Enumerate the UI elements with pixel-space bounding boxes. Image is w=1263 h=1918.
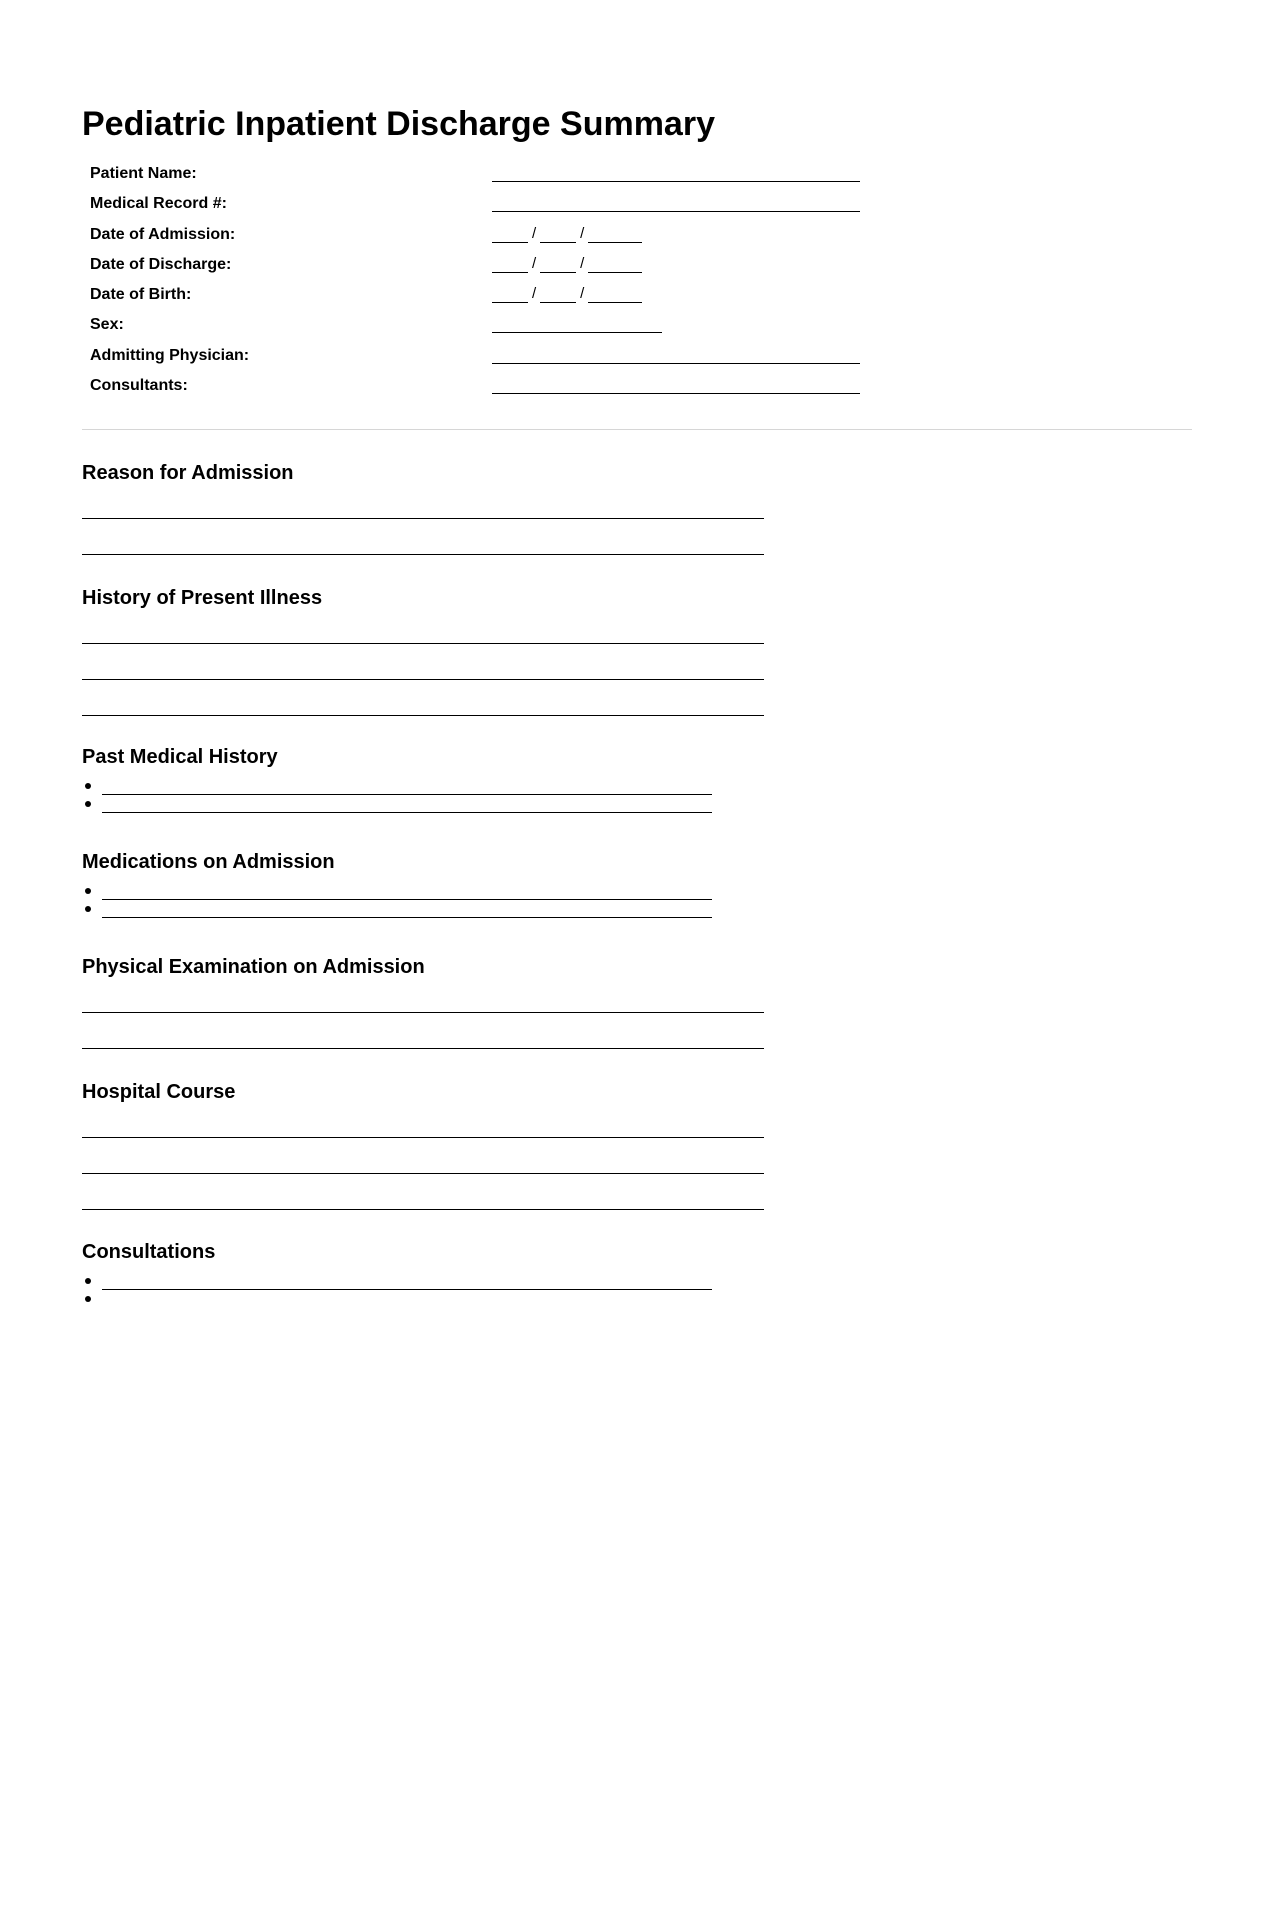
field-value <box>492 192 860 212</box>
date-month-blank[interactable] <box>492 224 528 243</box>
date-day-blank[interactable] <box>540 284 576 303</box>
bullet-list <box>82 1273 782 1309</box>
form-section <box>82 955 782 1062</box>
date-year-blank[interactable] <box>588 224 642 243</box>
writing-line[interactable] <box>82 1115 764 1138</box>
field-label: Medical Record #: <box>90 195 227 213</box>
writing-line[interactable] <box>82 1187 764 1210</box>
bullet-icon <box>85 906 91 912</box>
form-section <box>82 461 782 568</box>
patient-info-row <box>90 190 990 220</box>
bullet-blank-line[interactable] <box>102 883 712 900</box>
writing-line[interactable] <box>82 532 764 555</box>
writing-line[interactable] <box>82 1151 764 1174</box>
bullet-blank-line[interactable] <box>102 796 712 813</box>
date-separator: / <box>580 254 585 272</box>
fill-in-blank[interactable] <box>492 163 860 182</box>
patient-info-row <box>90 251 990 281</box>
writing-lines <box>82 1115 782 1210</box>
date-day-blank[interactable] <box>540 254 576 273</box>
bullet-list <box>82 883 782 919</box>
bullet-list <box>82 778 782 814</box>
form-section <box>82 745 782 814</box>
writing-line[interactable] <box>82 990 764 1013</box>
patient-info-row <box>90 281 990 311</box>
section-heading: Hospital Course <box>82 1081 236 1103</box>
list-item <box>82 796 782 814</box>
bullet-blank-line[interactable] <box>102 901 712 918</box>
writing-line[interactable] <box>82 1026 764 1049</box>
date-separator: / <box>532 254 537 272</box>
field-value <box>492 344 860 364</box>
field-label: Consultants: <box>90 377 188 395</box>
form-section <box>82 1080 782 1222</box>
field-value <box>492 283 642 303</box>
writing-line[interactable] <box>82 496 764 519</box>
date-separator: / <box>580 224 585 242</box>
date-separator: / <box>532 285 537 303</box>
field-label: Date of Birth: <box>90 286 192 304</box>
bullet-icon <box>85 1296 91 1302</box>
date-separator: / <box>580 285 585 303</box>
section-heading: Medications on Admission <box>82 851 335 873</box>
field-value <box>492 223 642 243</box>
patient-info-row <box>90 372 990 402</box>
section-divider <box>82 429 1192 430</box>
bullet-icon <box>85 783 91 789</box>
date-day-blank[interactable] <box>540 224 576 243</box>
date-separator: / <box>532 224 537 242</box>
writing-line[interactable] <box>82 693 764 716</box>
form-section <box>82 586 782 728</box>
patient-info-row <box>90 311 990 341</box>
fill-in-blank[interactable] <box>492 193 860 212</box>
bullet-icon <box>85 888 91 894</box>
bullet-blank-line[interactable] <box>102 778 712 795</box>
writing-lines <box>82 496 782 555</box>
writing-lines <box>82 990 782 1049</box>
fill-in-blank[interactable] <box>492 345 860 364</box>
bullet-blank-line[interactable] <box>102 1273 712 1290</box>
fill-in-blank[interactable] <box>492 375 860 394</box>
list-item <box>82 1291 782 1309</box>
field-label: Date of Admission: <box>90 225 236 243</box>
form-section <box>82 1240 782 1309</box>
field-label: Admitting Physician: <box>90 346 250 364</box>
list-item <box>82 883 782 901</box>
patient-info-block <box>90 160 990 402</box>
date-month-blank[interactable] <box>492 284 528 303</box>
bullet-icon <box>85 801 91 807</box>
list-item <box>82 901 782 919</box>
date-month-blank[interactable] <box>492 254 528 273</box>
field-value <box>492 374 860 394</box>
date-year-blank[interactable] <box>588 284 642 303</box>
field-value <box>492 313 662 333</box>
list-item <box>82 1273 782 1291</box>
list-item <box>82 778 782 796</box>
patient-info-row <box>90 342 990 372</box>
patient-info-row <box>90 160 990 190</box>
date-year-blank[interactable] <box>588 254 642 273</box>
patient-info-row <box>90 221 990 251</box>
page-title: Pediatric Inpatient Discharge Summary <box>82 105 715 143</box>
form-section <box>82 850 782 919</box>
field-label: Patient Name: <box>90 165 197 182</box>
writing-line[interactable] <box>82 657 764 680</box>
writing-lines <box>82 621 782 716</box>
section-heading: History of Present Illness <box>82 587 323 609</box>
bullet-icon <box>85 1278 91 1284</box>
writing-line[interactable] <box>82 621 764 644</box>
section-heading: Physical Examination on Admission <box>82 956 425 978</box>
fill-in-blank[interactable] <box>492 314 662 333</box>
field-label: Sex: <box>90 316 124 334</box>
field-label: Date of Discharge: <box>90 255 232 273</box>
field-value <box>492 162 860 182</box>
section-heading: Consultations <box>82 1241 216 1263</box>
field-value <box>492 253 642 273</box>
section-heading: Past Medical History <box>82 746 278 768</box>
section-heading: Reason for Admission <box>82 462 294 484</box>
